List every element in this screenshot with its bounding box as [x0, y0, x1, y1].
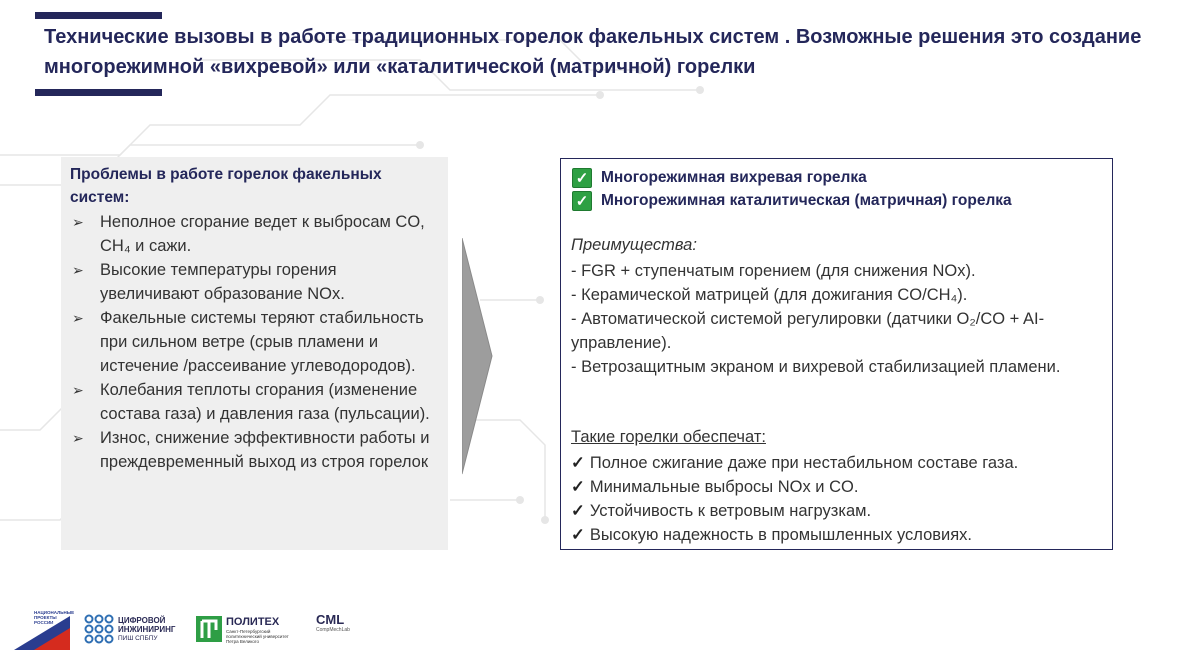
list-item: - Керамической матрицей (для дожигания CO/CH₄). [571, 286, 968, 304]
green-check-icon: ✓ [572, 168, 592, 188]
list-item: ✓ Минимальные выбросы NOx и CO. [571, 478, 859, 496]
option-catalytic: ✓ Многорежимная каталитическая (матричная) горелка [572, 190, 1012, 212]
advantages-title: Преимущества: [571, 236, 697, 254]
arrow-bullet-icon: ➢ [72, 382, 84, 398]
list-item: ✓ Устойчивость к ветровым нагрузкам. [571, 502, 872, 520]
cml-logo: CML CompMechLab [316, 612, 350, 633]
title-bar-bottom [35, 89, 162, 96]
list-item: - Ветрозащитным экраном и вихревой стабилизацией пламени. [571, 358, 1061, 376]
list-item: ➢ Колебания теплоты сгорания (изменение состава газа) и давления газа (пульсации). [70, 378, 440, 426]
list-item: ➢ Факельные системы теряют стабильность при сильном ветре (срыв пламени и истечение /рассеивание углеводородов). [70, 306, 440, 378]
national-projects-logo: НАЦИОНАЛЬНЫЕ ПРОЕКТЫ РОССИИ [14, 610, 74, 652]
list-item: ✓ Полное сжигание даже при нестабильном составе газа. [571, 454, 1019, 472]
list-item: ➢ Износ, снижение эффективности работы и преждевременный выход из строя горелок [70, 426, 440, 474]
problems-list [70, 210, 440, 474]
arrow-bullet-icon: ➢ [72, 262, 84, 278]
digital-engineering-logo: ЦИФРОВОЙ ИНЖИНИРИНГ ПИШ СПБПУ [84, 614, 189, 654]
arrow-bullet-icon: ➢ [72, 430, 84, 446]
problems-heading: Проблемы в работе горелок факельных систем: [70, 166, 382, 206]
checkmark-icon: ✓ [571, 526, 585, 544]
slide-title: Технические вызовы в работе традиционных горелок факельных систем . Возможные решения это создание многорежимной «вихревой» или «каталитической (матричной) горелки [44, 26, 1142, 78]
arrow-bullet-icon: ➢ [72, 310, 84, 326]
politech-logo: ПОЛИТЕХ Санкт-Петербургский политехнический университет Петра Великого [196, 616, 306, 652]
advantages-list [571, 259, 1101, 379]
list-item: - FGR + ступенчатым горением (для снижения NOx). [571, 262, 976, 280]
option-vortex: ✓ Многорежимная вихревая горелка [572, 167, 867, 189]
checkmark-icon: ✓ [571, 502, 585, 520]
title-bar-top [35, 12, 162, 19]
checkmark-icon: ✓ [571, 454, 585, 472]
list-item: ✓ Высокую надежность в промышленных условиях. [571, 526, 972, 544]
ensures-list [571, 451, 1101, 547]
right-arrow-icon [462, 238, 494, 478]
arrow-bullet-icon: ➢ [72, 214, 84, 230]
list-item: - Автоматической системой регулировки (датчики O₂/CO + AI-управление). [571, 310, 1045, 352]
green-check-icon: ✓ [572, 191, 592, 211]
ensures-title: Такие горелки обеспечат: [571, 428, 766, 446]
checkmark-icon: ✓ [571, 478, 585, 496]
list-item: ➢ Неполное сгорание ведет к выбросам CO, CH₄ и сажи. [70, 210, 440, 258]
list-item: ➢ Высокие температуры горения увеличивают образование NOx. [70, 258, 440, 306]
